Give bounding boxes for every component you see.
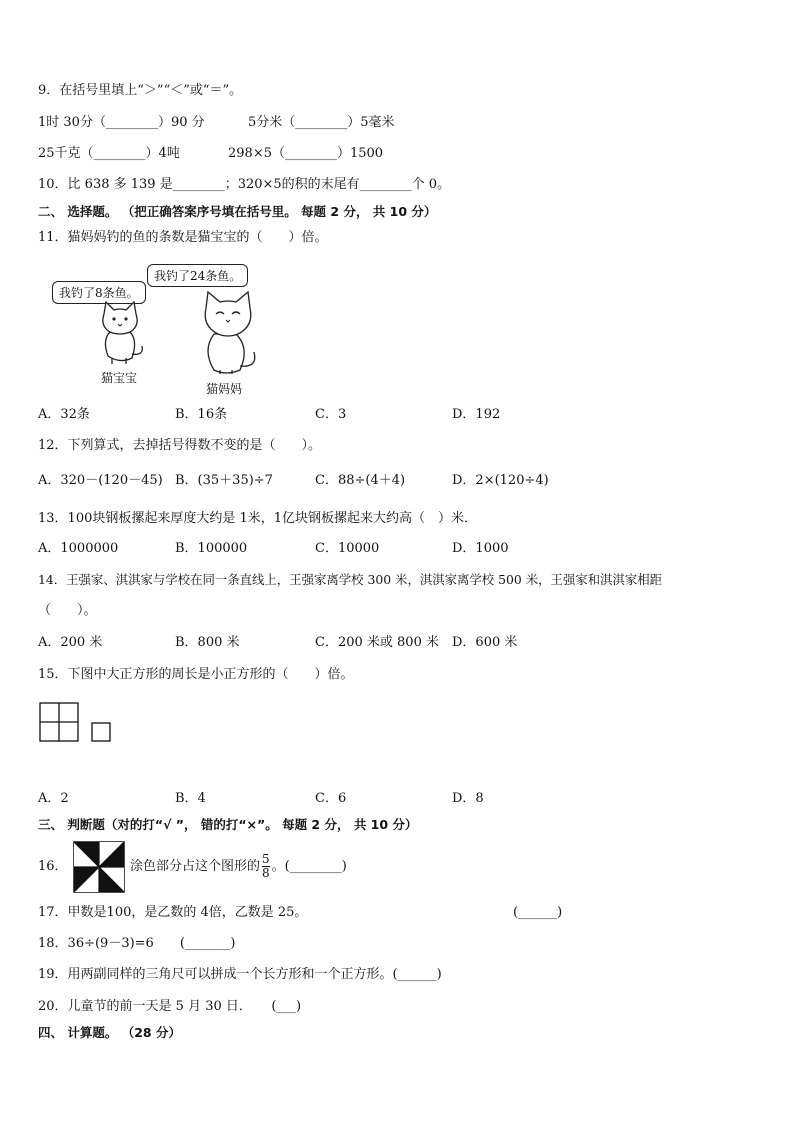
q18-stem: 18．36÷(9－3)=6 (_______) bbox=[38, 936, 236, 951]
q12-option-a: A．320－(120－45) bbox=[38, 473, 163, 488]
kitten-speech-bubble: 我钓了8条鱼。 bbox=[52, 281, 146, 304]
q15-option-b: B．4 bbox=[175, 791, 206, 806]
q14-option-b: B．800 米 bbox=[175, 635, 240, 650]
q13-option-a: A．1000000 bbox=[38, 541, 119, 556]
q16-number: 16． bbox=[38, 859, 68, 874]
section-2-heading: 二、 选择题。 （把正确答案序号填在括号里。 每题 2 分， 共 10 分） bbox=[38, 204, 437, 219]
q13-stem: 13．100块钢板摞起来厚度大约是 1米，1亿块钢板摞起来大约高（ ）米． bbox=[38, 511, 478, 526]
mother-speech-bubble: 我钓了24条鱼。 bbox=[147, 264, 248, 287]
q14-option-a: A．200 米 bbox=[38, 635, 103, 650]
q9-stem: 9．在括号里填上“＞”“＜”或“＝”。 bbox=[38, 83, 243, 98]
q11-option-a: A．32条 bbox=[38, 407, 90, 422]
section-4-heading: 四、 计算题。 （28 分） bbox=[38, 1025, 181, 1040]
q16-statement bbox=[130, 851, 347, 883]
mother-cat-label: 猫妈妈 bbox=[206, 382, 243, 396]
q13-option-b: B．100000 bbox=[175, 541, 248, 556]
fraction-numerator: 5 bbox=[262, 852, 270, 866]
squares-figure bbox=[39, 702, 113, 742]
q20-stem: 20．儿童节的前一天是 5 月 30 日． (___) bbox=[38, 999, 302, 1014]
q12-option-b: B．(35＋35)÷7 bbox=[175, 473, 273, 488]
q15-option-a: A．2 bbox=[38, 791, 69, 806]
q15-option-d: D．8 bbox=[452, 791, 484, 806]
q10-stem: 10．比 638 多 139 是________；320×5的积的末尾有________个 0。 bbox=[38, 177, 451, 192]
q14-option-c: C．200 米或 800 米 bbox=[315, 635, 439, 650]
q11-stem: 11．猫妈妈钓的鱼的条数是猫宝宝的（ ）倍。 bbox=[38, 230, 328, 245]
kitten-illustration bbox=[90, 300, 150, 368]
q9-row1-right: 5分米（________）5毫米 bbox=[248, 115, 395, 130]
q14-option-d: D．600 米 bbox=[452, 635, 518, 650]
q11-option-c: C．3 bbox=[315, 407, 347, 422]
q11-option-d: D．192 bbox=[452, 407, 501, 422]
q13-option-d: D．1000 bbox=[452, 541, 509, 556]
q15-option-c: C．6 bbox=[315, 791, 347, 806]
q15-stem: 15．下图中大正方形的周长是小正方形的（ ）倍。 bbox=[38, 667, 354, 682]
section-3-heading: 三、 判断题（对的打“√ ”， 错的打“×”。 每题 2 分， 共 10 分） bbox=[38, 817, 418, 832]
shaded-square-figure bbox=[73, 841, 125, 893]
q13-option-c: C．10000 bbox=[315, 541, 380, 556]
q14-stem-line2: （ ）。 bbox=[38, 603, 97, 618]
q12-option-d: D．2×(120÷4) bbox=[452, 473, 549, 488]
fraction-denominator: 8 bbox=[262, 866, 270, 880]
q11-option-b: B．16条 bbox=[175, 407, 228, 422]
q12-stem: 12．下列算式，去掉括号得数不变的是（ ）。 bbox=[38, 438, 322, 453]
kitten-label: 猫宝宝 bbox=[101, 371, 138, 385]
q9-row1-left: 1时 30分（________）90 分 bbox=[38, 115, 205, 130]
q16-tail: 。(________) bbox=[271, 859, 347, 874]
q16-text: 涂色部分占这个图形的 bbox=[130, 859, 261, 874]
q12-option-c: C．88÷(4＋4) bbox=[315, 473, 406, 488]
q17-answer-blank: (______) bbox=[513, 905, 563, 920]
fraction-five-eighths bbox=[262, 853, 270, 880]
q9-row2-right: 298×5（________）1500 bbox=[228, 146, 384, 161]
q17-stem: 17．甲数是100，是乙数的 4倍，乙数是 25。 bbox=[38, 905, 308, 920]
q9-row2-left: 25千克（________）4吨 bbox=[38, 146, 180, 161]
q19-stem: 19．用两副同样的三角尺可以拼成一个长方形和一个正方形。(______) bbox=[38, 967, 442, 982]
mother-cat-illustration bbox=[192, 290, 262, 376]
q14-stem-line1: 14．王强家、淇淇家与学校在同一条直线上，王强家离学校 300 米，淇淇家离学校 500 米，王强家和淇淇家相距 bbox=[38, 572, 663, 587]
